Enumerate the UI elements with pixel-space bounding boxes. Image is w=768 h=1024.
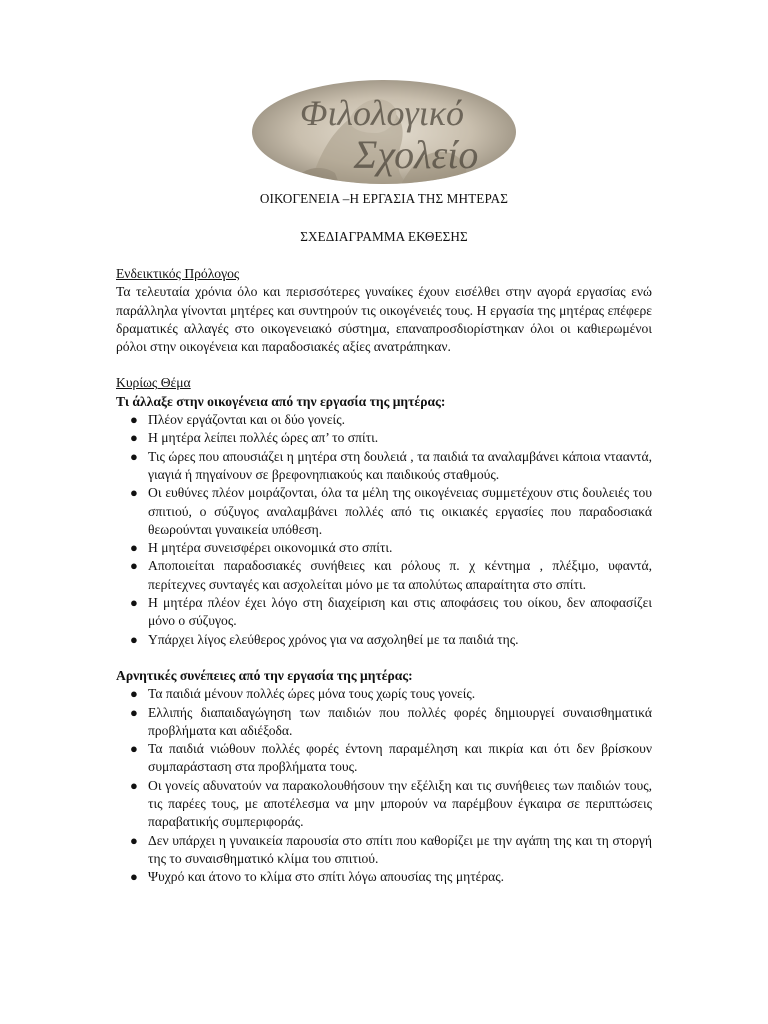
changes-list <box>116 411 652 649</box>
bullet-icon: ● <box>130 430 138 446</box>
bullet-icon: ● <box>130 741 138 757</box>
list-item: ● Πλέον εργάζονται και οι δύο γονείς. <box>116 411 652 429</box>
list-item: ● Αποποιείται παραδοσιακές συνήθειες και ρόλους π. χ κέντημα , πλέξιμο, υφαντά, περίτεχνες συνταγές και ασχολείται μόνο με τα απολύτως απαραίτητα στο σπίτι. <box>130 558 652 592</box>
list-item: ● Οι ευθύνες πλέον μοιράζονται, όλα τα μέλη της οικογένειας συμμετέχουν στις δουλειές του σπιτιού, ο σύζυγος αναλαμβάνει πολλές από τις οικιακές εργασίες που παραδοσιακά θεωρούνται γυναικεία υπόθεση. <box>130 485 652 537</box>
bullet-icon: ● <box>130 412 138 428</box>
main-heading: Κυρίως Θέμα <box>116 375 191 391</box>
logo-text-line2: Σχολείο <box>353 132 479 177</box>
list-item: ● Ελλιπής διαπαιδαγώγηση των παιδιών που πολλές φορές δημιουργεί συναισθηματικά προβλήματα και αδιέξοδα. <box>130 704 652 738</box>
document-body <box>116 265 652 887</box>
bullet-icon: ● <box>130 832 138 848</box>
bullet-icon: ● <box>130 869 138 885</box>
spacer <box>116 649 652 667</box>
bullet-icon: ● <box>130 704 138 720</box>
bullet-icon: ● <box>130 558 138 574</box>
changes-title: Τι άλλαξε στην οικογένεια από την εργασία της μητέρας: <box>116 393 446 409</box>
negatives-title: Αρνητικές συνέπειες από την εργασία της μητέρας: <box>116 667 413 683</box>
list-item: ● Οι γονείς αδυνατούν να παρακολουθήσουν την εξέλιξη και τις συνήθειες των παιδιών τους, τις παρέες τους, με αποτέλεσμα να μην μπορούν να παρέμβουν έγκαιρα σε περιπτώσεις παραβατικής συμπεριφοράς. <box>130 777 652 830</box>
negatives-list <box>116 685 652 886</box>
list-item: ● Τις ώρες που απουσιάζει η μητέρα στη δουλειά , τα παιδιά τα αναλαμβάνει κάποια ντααντά, γιαγιά ή πηγαίνουν σε βρεφονηπιακούς και παιδικούς σταθμούς. <box>130 448 652 482</box>
bullet-icon: ● <box>130 485 138 501</box>
document-title: ΟΙΚΟΓΕΝΕΙΑ –Η ΕΡΓΑΣΙΑ ΤΗΣ ΜΗΤΕΡΑΣ <box>259 191 509 206</box>
logo-text-line1: Φιλολογικό <box>299 93 465 133</box>
prologue-text: Τα τελευταία χρόνια όλο και περισσότερες γυναίκες έχουν εισέλθει στην αγορά εργασίας ενώ παράλληλα γίνονται μητέρες και συντηρούν τις οικογένειές τους. Η εργασία της μητέρας επέφερε δραματικές αλλαγές στο οικογενειακό σύστημα, επαναπροσδιορίστηκαν όλοι οι καθιερωμένοι ρόλοι στην οικογένεια και παραδοσιακές αξίες ανατράπηκαν. <box>116 284 652 355</box>
list-item: ● Η μητέρα πλέον έχει λόγο στη διαχείριση και στις αποφάσεις του οίκου, δεν αποφασίζει μόνο ο σύζυγος. <box>130 595 652 629</box>
list-item: ● Υπάρχει λίγος ελεύθερος χρόνος για να ασχοληθεί με τα παιδιά της. <box>116 631 652 649</box>
list-item: ● Ψυχρό και άτονο το κλίμα στο σπίτι λόγω απουσίας της μητέρας. <box>116 868 652 886</box>
prologue-heading: Ενδεικτικός Πρόλογος <box>116 266 240 281</box>
school-logo <box>250 78 518 186</box>
bullet-icon: ● <box>130 686 138 702</box>
list-item: ● Τα παιδιά μένουν πολλές ώρες μόνα τους χωρίς τους γονείς. <box>116 685 652 703</box>
bullet-icon: ● <box>130 595 138 611</box>
bullet-icon: ● <box>130 540 138 556</box>
list-item: ● Δεν υπάρχει η γυναικεία παρουσία στο σπίτι που καθορίζει με την αγάπη της και τη στοργή της το συναισθηματικό κλίμα του σπιτιού. <box>130 832 652 866</box>
bullet-icon: ● <box>130 448 138 464</box>
list-item: ● Η μητέρα λείπει πολλές ώρες απ’ το σπίτι. <box>116 429 652 447</box>
bullet-icon: ● <box>130 631 138 647</box>
document-subtitle: ΣΧΕΔΙΑΓΡΑΜΜΑ ΕΚΘΕΣΗΣ <box>300 229 468 244</box>
bullet-icon: ● <box>130 777 138 793</box>
list-item: ● Η μητέρα συνεισφέρει οικονομικά στο σπίτι. <box>116 539 652 557</box>
list-item: ● Τα παιδιά νιώθουν πολλές φορές έντονη παραμέληση και πικρία και ότι δεν βρίσκουν συμπαράσταση στα προβλήματα τους. <box>130 741 652 775</box>
